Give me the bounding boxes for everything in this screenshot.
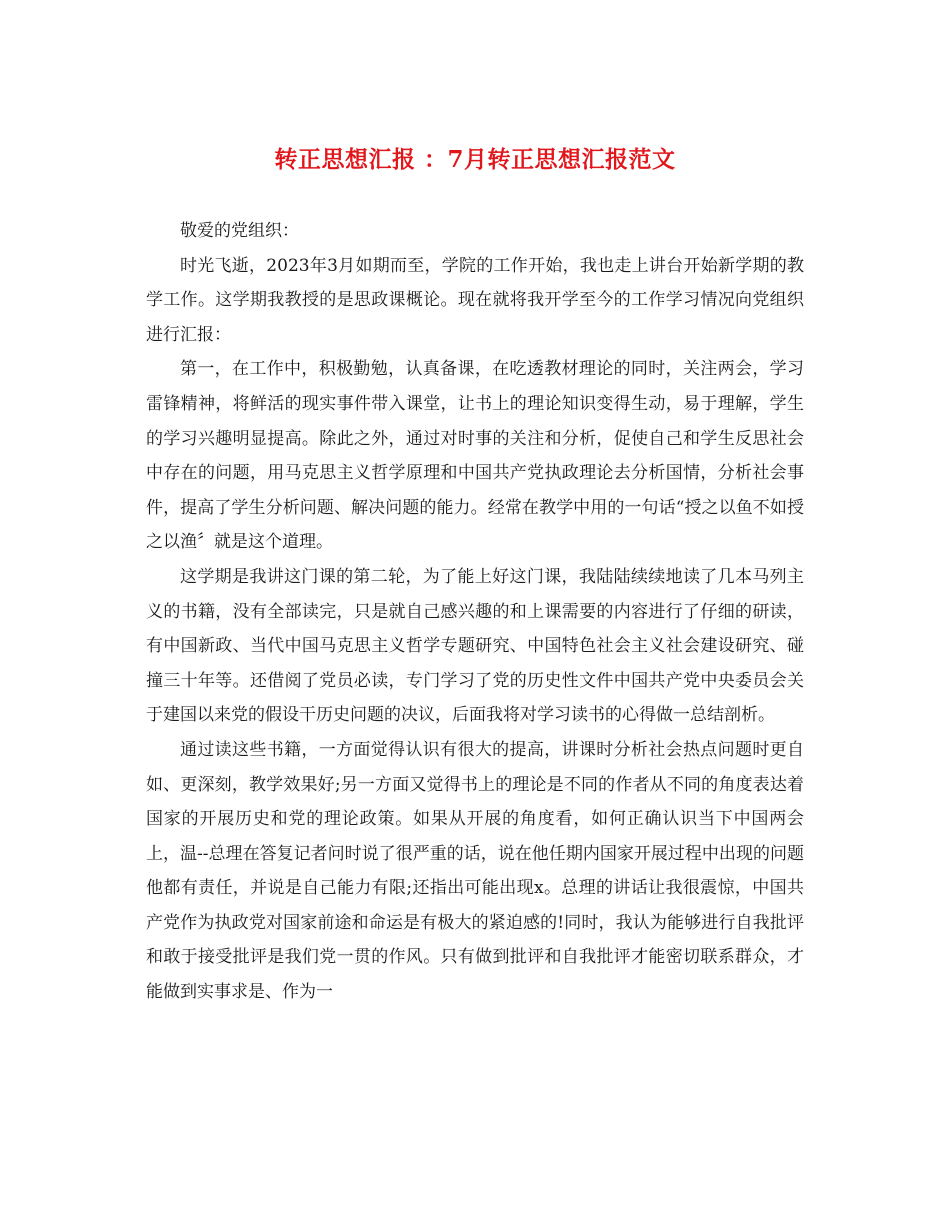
paragraph: 通过读这些书籍，一方面觉得认识有很大的提高，讲课时分析社会热点问题时更自如、更深刻，教学效果好;另一方面又觉得书上的理论是不同的作者从不同的角度表达着国家的开展历史和党的理论政策。如果从开展的角度看，如何正确认识当下中国两会上，温--总理在答复记者问时说了很严重的话，说在他任期内国家开展过程中出现的问题他都有责任，并说是自己能力有限;还指出可能出现x。总理的讲话让我很震惊，中国共产党作为执政党对国家前途和命运是有极大的紧迫感的!同时，我认为能够进行自我批评和敢于接受批评是我们党一贯的作风。只有做到批评和自我批评才能密切联系群众，才能做到实事求是、作为一 [146,739,804,1003]
document-body [146,214,804,1010]
document-title: 转正思想汇报 ：7月转正思想汇报范文 [274,146,676,173]
paragraph: 第一，在工作中，积极勤勉，认真备课，在吃透教材理论的同时，关注两会，学习雷锋精神，将鲜活的现实事件带入课堂，让书上的理论知识变得生动，易于理解，学生的学习兴趣明显提高。除此之外，通过对时事的关注和分析，促使自己和学生反思社会中存在的问题，用马克思主义哲学原理和中国共产党执政理论去分析国情，分析社会事件，提高了学生分析问题、解决问题的能力。经常在教学中用的一句话“授之以鱼不如授之以渔〞就是这个道理。 [146,359,804,553]
paragraph: 时光飞逝，2023年3月如期而至，学院的工作开始，我也走上讲台开始新学期的教学工作。这学期我教授的是思政课概论。现在就将我开学至今的工作学习情况向党组织进行汇报： [146,255,804,345]
paragraph: 这学期是我讲这门课的第二轮，为了能上好这门课，我陆陆续续地读了几本马列主义的书籍，没有全部读完，只是就自己感兴趣的和上课需要的内容进行了仔细的研读，有中国新政、当代中国马克思主义哲学专题研究、中国特色社会主义社会建设研究、碰撞三十年等。还借阅了党员必读，专门学习了党的历史性文件中国共产党中央委员会关于建国以来党的假设干历史问题的决议，后面我将对学习读书的心得做一总结剖析。 [146,566,804,726]
greeting: 敬爱的党组织： [180,221,299,241]
